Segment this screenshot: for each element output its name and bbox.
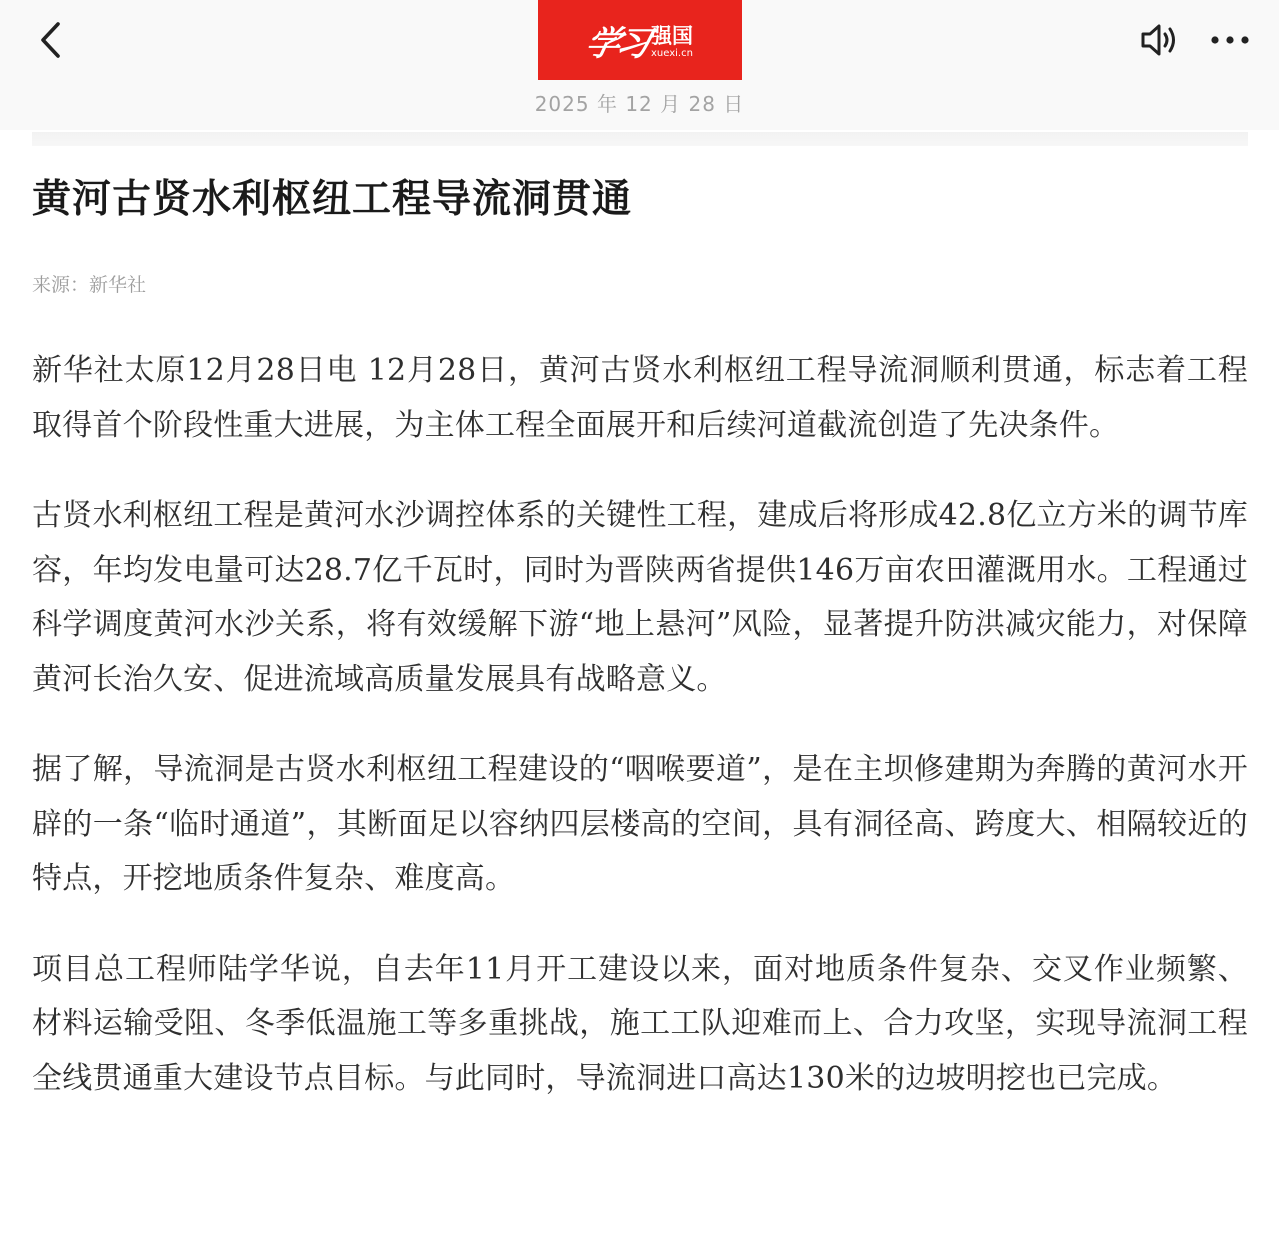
article-title: 黄河古贤水利枢纽工程导流洞贯通 xyxy=(32,176,633,222)
more-options-button[interactable] xyxy=(1206,20,1254,60)
logo-brand-text: 强国 xyxy=(651,23,693,48)
article-body xyxy=(32,344,1248,1142)
logo-domain-text: xuexi.cn xyxy=(651,47,693,59)
article-source: 来源：新华社 xyxy=(32,274,147,296)
publish-date: 2025 年 12 月 28 日 xyxy=(534,92,745,116)
logo-right xyxy=(651,23,693,59)
logo-inner xyxy=(582,16,693,65)
xuexi-logo xyxy=(538,0,742,80)
speaker-icon xyxy=(1139,22,1179,58)
more-dots-icon xyxy=(1210,35,1250,45)
article-paragraph: 古贤水利枢纽工程是黄河水沙调控体系的关键性工程，建成后将形成42.8亿立方米的调节库容，年均发电量可达28.7亿千瓦时，同时为晋陕两省提供146万亩农田灌溉用水。工程通过科学调度黄河水沙关系，将有效缓解下游“地上悬河”风险，显著提升防洪减灾能力，对保障黄河长治久安、促进流域高质量发展具有战略意义。 xyxy=(32,498,1249,697)
article-paragraph: 据了解，导流洞是古贤水利枢纽工程建设的“咽喉要道”，是在主坝修建期为奔腾的黄河水开辟的一条“临时通道”，其断面足以容纳四层楼高的空间，具有洞径高、跨度大、相隔较近的特点，开挖地质条件复杂、难度高。 xyxy=(32,752,1248,896)
chevron-left-icon xyxy=(38,21,62,59)
header-divider xyxy=(32,132,1248,146)
logo-script-text: 学习 xyxy=(582,23,651,64)
back-button[interactable] xyxy=(30,18,70,62)
read-aloud-button[interactable] xyxy=(1138,20,1180,60)
article-paragraph: 项目总工程师陆学华说，自去年11月开工建设以来，面对地质条件复杂、交叉作业频繁、材料运输受阻、冬季低温施工等多重挑战，施工工队迎难而上、合力攻坚，实现导流洞工程全线贯通重大建设节点目标。与此同时，导流洞进口高达130米的边坡明挖也已完成。 xyxy=(32,951,1248,1096)
article-paragraph: 新华社太原12月28日电 12月28日，黄河古贤水利枢纽工程导流洞顺利贯通，标志着工程取得首个阶段性重大进展，为主体工程全面展开和后续河道截流创造了先决条件。 xyxy=(32,353,1248,443)
